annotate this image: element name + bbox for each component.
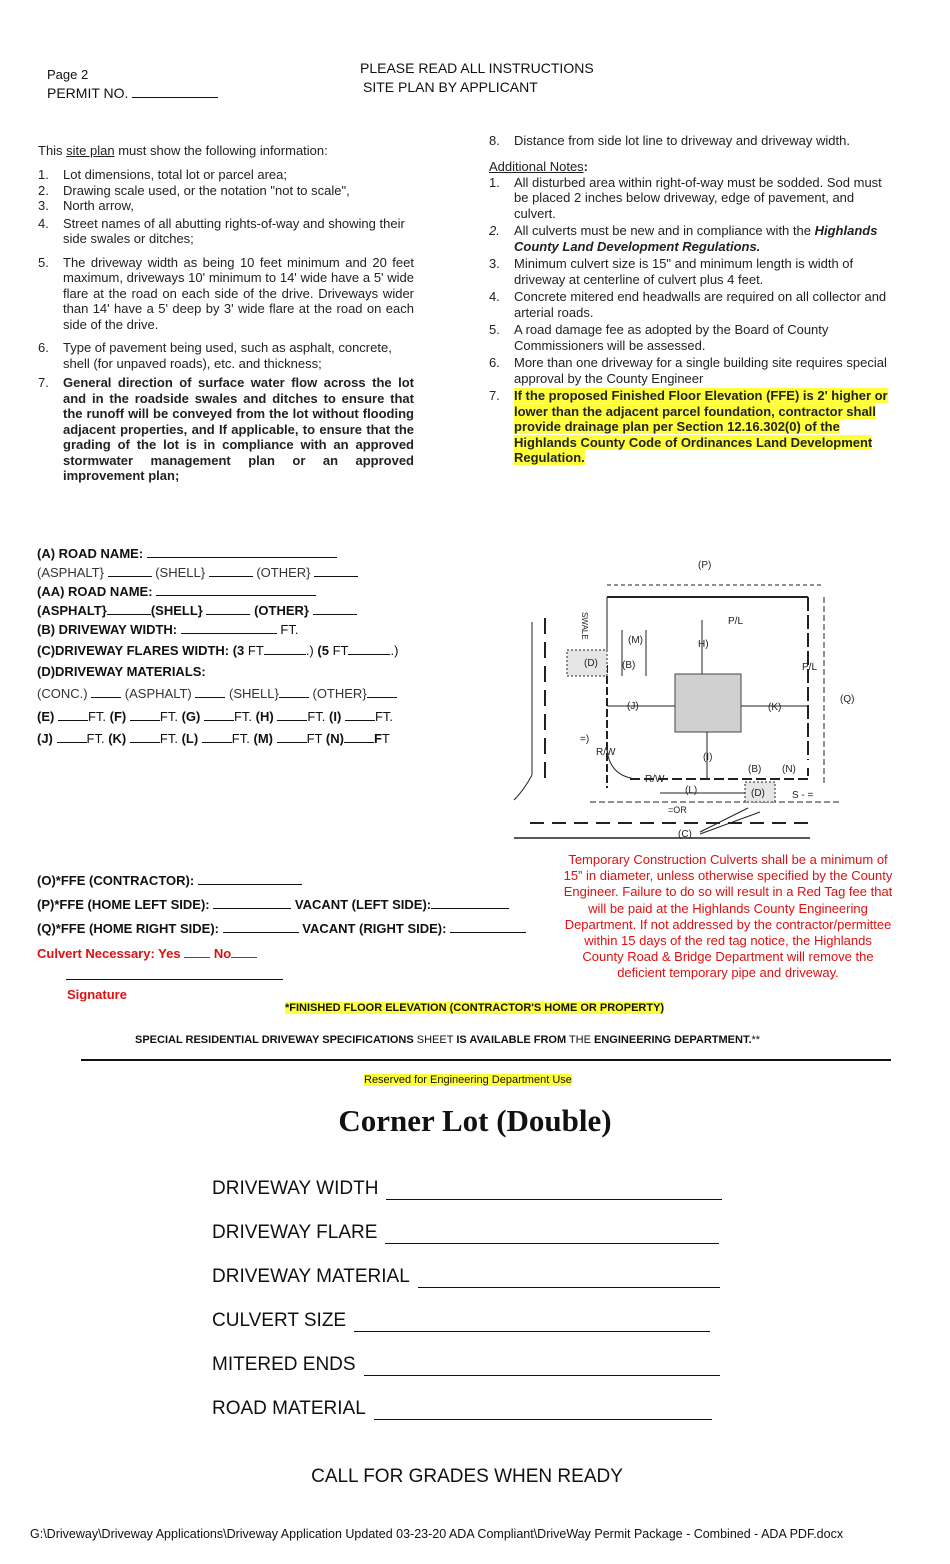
asphalt2-label: (ASPHALT} — [37, 603, 107, 618]
right-column — [489, 133, 899, 466]
road-name-row — [37, 544, 398, 563]
flares-label: (C)DRIVEWAY FLARES WIDTH: (3 — [37, 643, 245, 658]
m-shell-field[interactable] — [279, 686, 309, 698]
ft-label: FT. — [86, 731, 105, 746]
eng-field-label: ROAD MATERIAL — [212, 1398, 366, 1419]
eng-driveway-material — [212, 1266, 720, 1288]
header-title-1: PLEASE READ ALL INSTRUCTIONS — [360, 60, 594, 76]
list-item — [489, 133, 899, 149]
road-name2-label: (AA) ROAD NAME: — [37, 584, 153, 599]
list-item — [489, 223, 899, 254]
shell2-field[interactable] — [206, 603, 250, 615]
flares-ft2-label: FT — [332, 643, 349, 658]
intro-text — [38, 143, 328, 159]
eng-field-line[interactable] — [364, 1357, 720, 1376]
requirements-list — [38, 167, 414, 484]
ft-label: FT. — [374, 709, 393, 724]
site-plan-diagram — [510, 550, 855, 840]
intro-post: must show the following information: — [114, 143, 328, 158]
permit-label-text: PERMIT NO. — [47, 85, 129, 101]
item-number: 5. — [489, 322, 500, 337]
list-item — [38, 198, 414, 214]
eng-culvert-size — [212, 1310, 710, 1332]
item-text: North arrow, — [63, 198, 134, 213]
j-field[interactable] — [57, 731, 87, 743]
k-field[interactable] — [130, 731, 160, 743]
item-number: 7. — [38, 375, 49, 390]
eng-field-line[interactable] — [386, 1181, 722, 1200]
ffe-left-row — [37, 893, 526, 917]
item-text: All culverts must be new and in compliance with the — [514, 223, 815, 238]
ffe-highlight-note: If the proposed Finished Floor Elevation (FFE) is 2' higher or lower than the adjacent parcel foundation, contractor shall provide drainage plan per Section 12.16.302(0) of the Highlands County Code of Ordinances Land Development Regulation. — [514, 388, 888, 465]
diagram-label: (N) — [782, 764, 796, 775]
ft-label: FT. — [280, 622, 299, 637]
driveway-width-label: (B) DRIVEWAY WIDTH: — [37, 622, 178, 637]
road-name2-row — [37, 582, 398, 601]
item-number: 2. — [38, 182, 49, 198]
item-number: 4. — [489, 289, 500, 304]
road-name2-field[interactable] — [156, 584, 316, 596]
m-other-field[interactable] — [367, 686, 397, 698]
flares-close: .) — [305, 643, 314, 658]
special-specs-note — [135, 1034, 760, 1046]
footer-file-path: G:\Driveway\Driveway Applications\Driveway Application Updated 03-23-20 ADA Compliant\DriveWay Permit Package - Combined - ADA PDF.docx — [30, 1527, 844, 1541]
item-number: 4. — [38, 215, 49, 231]
road-name-label: (A) ROAD NAME: — [37, 546, 144, 561]
list-item — [38, 167, 414, 183]
additional-notes-heading — [489, 159, 899, 175]
eng-field-label: DRIVEWAY WIDTH — [212, 1178, 379, 1199]
culvert-no-label: No — [213, 946, 232, 961]
diagram-label: (B) — [622, 660, 636, 671]
diagram-label: (Q) — [840, 694, 855, 705]
road-surface2-row — [37, 601, 398, 620]
diagram-label: (J) — [627, 701, 639, 712]
special-e: ENGINEERING DEPARTMENT. — [594, 1034, 752, 1046]
ft-label: FT. — [231, 731, 250, 746]
ft-label: FT — [306, 731, 323, 746]
diagram-label: H) — [698, 639, 709, 650]
item-number: 5. — [38, 254, 49, 270]
vacant-left-field[interactable] — [431, 897, 509, 909]
list-item — [489, 256, 899, 287]
list-item — [38, 183, 414, 199]
list-item — [489, 322, 899, 353]
other-field[interactable] — [314, 565, 358, 577]
ffe-right-row — [37, 917, 526, 941]
road-name-field[interactable] — [147, 546, 337, 558]
list-item — [489, 175, 899, 222]
vacant-left-label: VACANT (LEFT SIDE): — [294, 897, 432, 912]
intro-pre: This — [38, 143, 67, 158]
list-item — [38, 255, 414, 333]
house-footprint — [675, 674, 741, 732]
item-text: General direction of surface water flow across the lot and in the roadside swales and ditches to ensure that the runoff will be conveyed from the lot without flooding adjacent properties, and If applicable, to ensure that the grading of the lot is in compliance with an approved stormwater management plan or an approved improvement plan; — [63, 375, 414, 483]
item-text: Type of pavement being used, such as asphalt, concrete, shell (for unpaved roads), etc. and thickness; — [63, 340, 392, 371]
additional-notes-label: Additional Notes — [489, 158, 584, 174]
j-label: (J) — [37, 731, 53, 746]
diagram-label: (C) — [678, 829, 692, 840]
diagram-label: (D) — [584, 658, 598, 669]
diagram-label: =) — [580, 734, 590, 745]
ffe-footnote — [285, 1002, 664, 1014]
eng-driveway-width — [212, 1178, 722, 1200]
diagram-label: (D) — [751, 788, 765, 799]
item-text: Drawing scale used, or the notation "not to scale", — [63, 182, 350, 198]
culvert-necessary-row — [37, 941, 526, 967]
special-c: IS AVAILABLE FROM — [456, 1034, 567, 1046]
list-item — [489, 355, 899, 386]
i-label: (I) — [329, 709, 342, 724]
item-number: 1. — [38, 167, 49, 182]
i-field[interactable] — [345, 709, 375, 721]
item-number: 3. — [489, 256, 500, 271]
f-field[interactable] — [130, 709, 160, 721]
item-number: 6. — [38, 340, 49, 355]
m-asphalt-field[interactable] — [195, 686, 225, 698]
eng-field-line[interactable] — [418, 1269, 720, 1288]
eng-field-label: CULVERT SIZE — [212, 1310, 347, 1331]
flares-5-label: (5 — [317, 643, 329, 658]
m-asphalt-label: (ASPHALT) — [124, 686, 192, 701]
other2-label: (OTHER} — [254, 603, 309, 618]
ffe-right-label: (Q)*FFE (HOME RIGHT SIDE): — [37, 921, 219, 936]
list-item — [489, 289, 899, 320]
diagram-label: S - = — [792, 790, 814, 801]
g-field[interactable] — [204, 709, 234, 721]
section-divider — [81, 1059, 891, 1061]
eng-field-label: MITERED ENDS — [212, 1354, 356, 1375]
call-for-grades: CALL FOR GRADES WHEN READY — [311, 1466, 623, 1487]
dimensions-row-j — [37, 729, 398, 748]
shell2-label: (SHELL} — [150, 603, 203, 618]
intro-site-plan: site plan — [66, 143, 115, 158]
culvert-yes-label: Culvert Necessary: Yes — [37, 946, 181, 961]
page-number: Page 2 — [47, 67, 89, 82]
ffe-left-label: (P)*FFE (HOME LEFT SIDE): — [37, 897, 210, 912]
road-surface-row — [37, 563, 398, 582]
flares-close2: .) — [390, 643, 399, 658]
h-label: (H) — [255, 709, 274, 724]
asphalt-field[interactable] — [108, 565, 152, 577]
list-item — [38, 375, 414, 484]
n-label: (N) — [325, 731, 344, 746]
f-label: (F) — [109, 709, 127, 724]
diagram-label: (K) — [768, 702, 782, 713]
eng-mitered-ends — [212, 1354, 720, 1376]
driveway-width-row — [37, 620, 398, 639]
ft-label: FT. — [159, 709, 178, 724]
reserved-note — [364, 1074, 572, 1086]
item-text: Concrete mitered end headwalls are required on all collector and arterial roads. — [514, 289, 887, 320]
item-text: Distance from side lot line to driveway and driveway width. — [514, 133, 850, 148]
special-a: SPECIAL RESIDENTIAL DRIVEWAY SPECIFICATIONS — [135, 1034, 414, 1046]
diagram-label: P/L — [728, 616, 744, 627]
item-text: A road damage fee as adopted by the Board of County Commissioners will be assessed. — [514, 322, 829, 353]
materials-row: (D)DRIVEWAY MATERIALS: — [37, 664, 206, 679]
ft-label: FT. — [233, 709, 253, 724]
item-text: More than one driveway for a single building site requires special approval by the County Engineer — [514, 355, 887, 386]
list-item — [38, 340, 414, 371]
item-number: 3. — [38, 198, 49, 213]
item-number: 8. — [489, 133, 500, 148]
corner-lot-title: Corner Lot (Double) — [338, 1103, 612, 1138]
special-f: ** — [751, 1034, 761, 1046]
driveway-width-field[interactable] — [181, 622, 277, 634]
item-text: The driveway width as being 10 feet minimum and 20 feet maximum, driveways 10' minimum to 14' wide have a 5' wide flare at the road on each side of the drive. Driveways wider than 14' have a 5' deep by 3' wide flare at the road on each side of the drive. — [63, 254, 414, 332]
list-item — [38, 216, 414, 247]
special-d: THE — [566, 1034, 595, 1046]
signature-label: Signature — [67, 987, 127, 1002]
asphalt2-field[interactable] — [107, 603, 151, 615]
shell-label: (SHELL} — [155, 565, 206, 580]
diagram-label: (P) — [698, 560, 712, 571]
reserved-text: Reserved for Engineering Department Use — [364, 1074, 572, 1086]
e-field[interactable] — [58, 709, 88, 721]
special-b: SHEET — [413, 1034, 457, 1046]
ffe-form — [37, 869, 526, 967]
l-label: (L) — [181, 731, 199, 746]
flares-ft-label: FT — [247, 643, 264, 658]
n-field[interactable] — [344, 731, 374, 743]
road-form — [37, 544, 398, 748]
additional-notes-colon: : — [583, 158, 589, 174]
m-other-label: (OTHER} — [312, 686, 367, 701]
eng-field-label: DRIVEWAY MATERIAL — [212, 1266, 410, 1287]
dimensions-row-e — [37, 707, 398, 726]
asphalt-label: (ASPHALT} — [37, 565, 104, 580]
other2-field[interactable] — [313, 603, 357, 615]
conc-field[interactable] — [91, 686, 121, 698]
eng-road-material — [212, 1398, 712, 1420]
vacant-right-label: VACANT (RIGHT SIDE): — [302, 921, 447, 936]
f-letter: F — [373, 731, 382, 746]
culvert-yes-field[interactable] — [184, 949, 210, 958]
item-number: 6. — [489, 355, 500, 370]
list-item — [489, 388, 899, 466]
item-text: Lot dimensions, total lot or parcel area; — [63, 167, 288, 182]
diagram-label: R/W — [596, 747, 616, 758]
item-text: Street names of all abutting rights-of-way and showing their side swales or ditches; — [63, 215, 405, 246]
m-shell-label: (SHELL} — [228, 686, 279, 701]
culvert-no-field[interactable] — [231, 949, 257, 958]
header-title-2: SITE PLAN BY APPLICANT — [363, 79, 538, 95]
materials-options-row — [37, 684, 398, 703]
ffe-contractor-field[interactable] — [198, 873, 302, 885]
temporary-culvert-note: Temporary Construction Culverts shall be a minimum of 15” in diameter, unless otherwise specified by the County Engineer. Failure to do so will result in a Red Tag fee that will be paid at the Highlands County Engineering Department. If not addressed by the contractor/permittee within 15 days of the red tag notice, the Highlands County Road & Bridge Department will remove the deficient temporary pipe and driveway. — [563, 852, 893, 981]
permit-number-label — [47, 85, 218, 101]
diagram-label: (L) — [685, 785, 698, 796]
other-label: (OTHER} — [256, 565, 311, 580]
ffe-right-field[interactable] — [223, 921, 299, 933]
item-number: 1. — [489, 174, 500, 190]
g-label: (G) — [181, 709, 201, 724]
diagram-label: P/L — [802, 662, 818, 673]
flares-5-field[interactable] — [348, 643, 390, 655]
diagram-label: (I) — [703, 752, 713, 763]
h-field[interactable] — [277, 709, 307, 721]
diagram-label: SWALE — [580, 612, 589, 640]
conc-label: (CONC.) — [37, 686, 88, 701]
item-number: 7. — [489, 388, 500, 403]
flares-row — [37, 641, 398, 660]
item-text: All disturbed area within right-of-way must be sodded. Sod must be placed 2 inches below driveway, edge of pavement, and culvert. — [514, 174, 882, 221]
item-number: 2. — [489, 223, 500, 238]
diagram-label: R/W — [645, 774, 665, 785]
permit-number-field[interactable] — [132, 86, 218, 98]
l-field[interactable] — [202, 731, 232, 743]
ffe-left-field[interactable] — [213, 897, 291, 909]
m-label: (M) — [253, 731, 273, 746]
k-label: (K) — [108, 731, 127, 746]
t-letter: T — [381, 731, 390, 746]
ffe-contractor-row — [37, 869, 526, 893]
e-label: (E) — [37, 709, 55, 724]
diagram-label: (B) — [748, 764, 762, 775]
diagram-label: =OR — [668, 805, 687, 815]
eng-field-line[interactable] — [385, 1225, 719, 1244]
vacant-right-field[interactable] — [450, 921, 526, 933]
ft-label: FT. — [159, 731, 178, 746]
flares-3-field[interactable] — [264, 643, 306, 655]
ffe-contractor-label: (O)*FFE (CONTRACTOR): — [37, 873, 195, 888]
eng-field-label: DRIVEWAY FLARE — [212, 1222, 378, 1243]
eng-driveway-flare — [212, 1222, 719, 1244]
eng-field-line[interactable] — [354, 1313, 710, 1332]
diagram-label: (M) — [628, 635, 643, 646]
ft-label: FT. — [87, 709, 107, 724]
shell-field[interactable] — [209, 565, 253, 577]
ffe-footnote-text: *FINISHED FLOOR ELEVATION (CONTRACTOR'S HOME OR PROPERTY) — [285, 1002, 665, 1014]
eng-field-line[interactable] — [374, 1401, 712, 1420]
item-text: Minimum culvert size is 15" and minimum length is width of driveway at centerline of culvert plus 4 feet. — [514, 256, 854, 287]
ft-label: FT. — [307, 709, 326, 724]
m-field[interactable] — [277, 731, 307, 743]
signature-line[interactable] — [66, 979, 283, 980]
item-text-bold: Highlands County Land Development Regulations. — [514, 223, 878, 254]
